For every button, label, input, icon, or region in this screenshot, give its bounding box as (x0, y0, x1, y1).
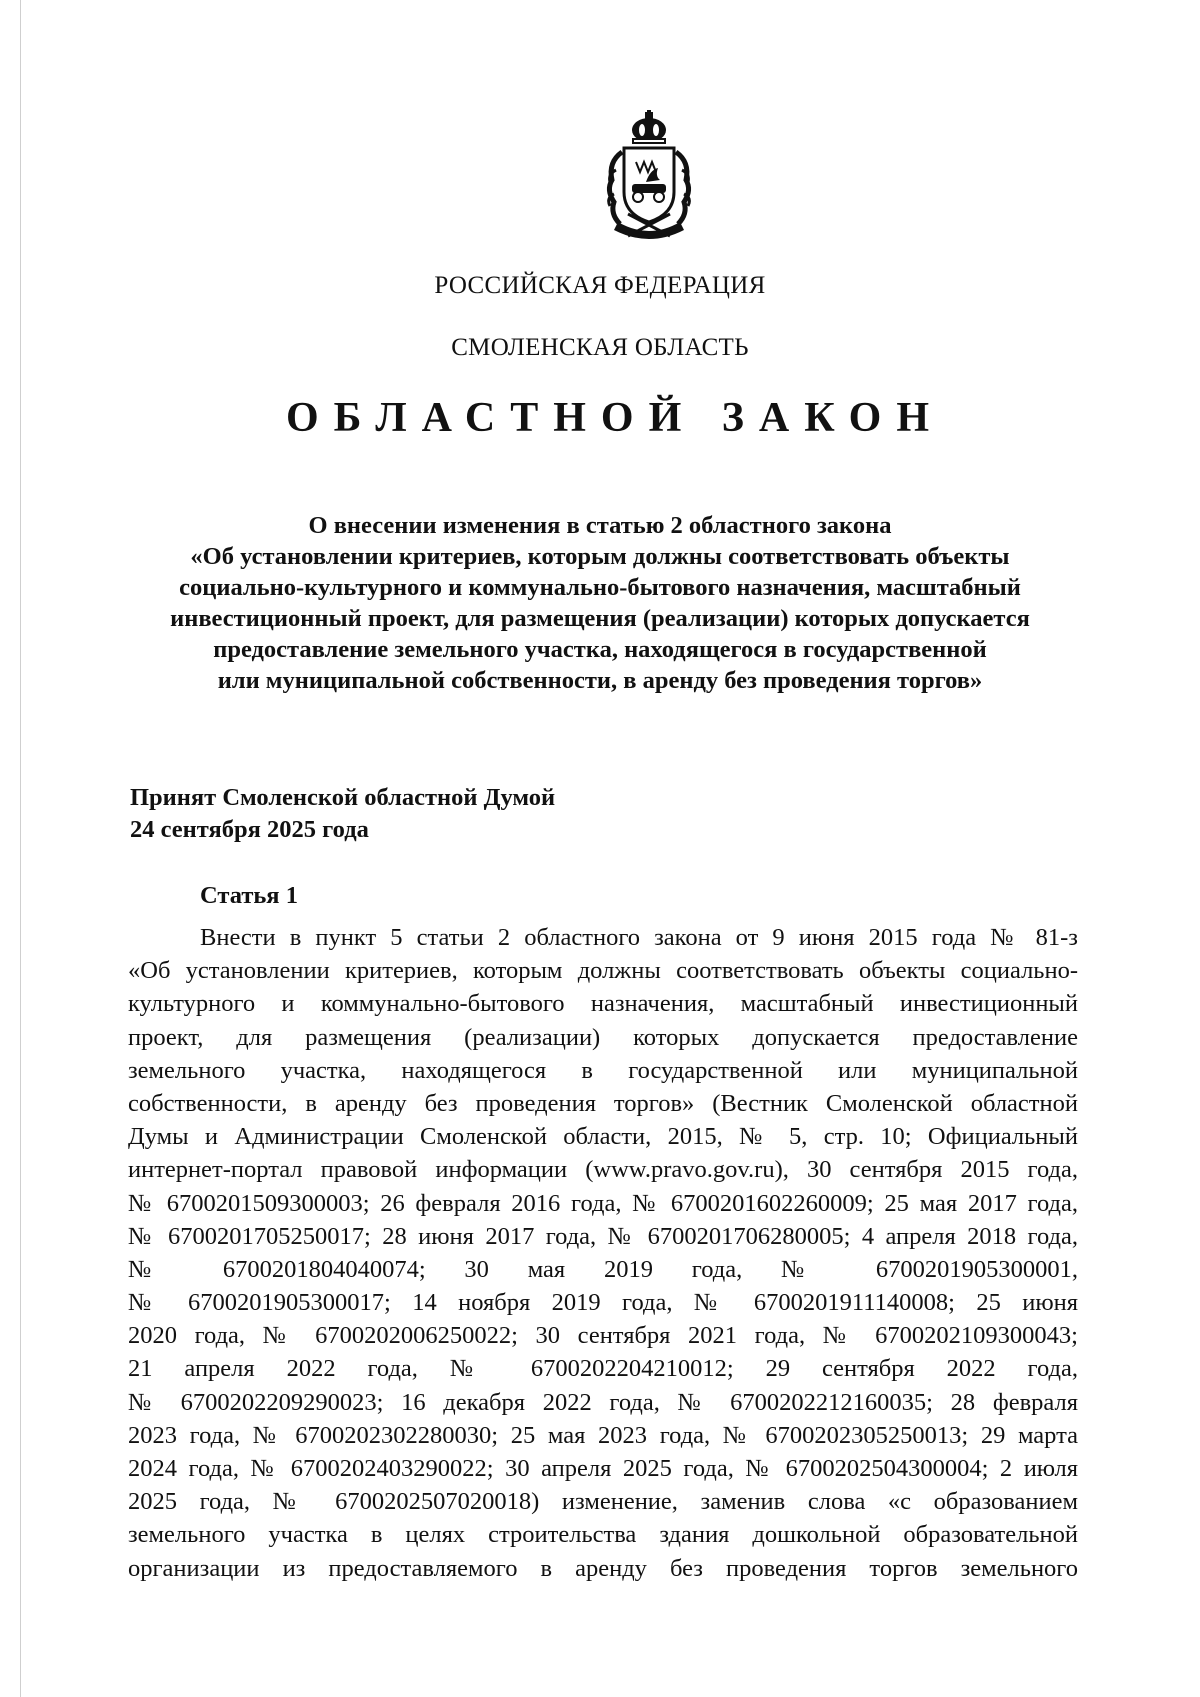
law-title-line: или муниципальной собственности, в аренду без проведения торгов» (217, 667, 983, 694)
article-text-line: Внести в пункт 5 статьи 2 областного закона от 9 июня 2015 года № 81-з (200, 924, 1078, 951)
law-title-line: О внесении изменения в статью 2 областного закона (308, 512, 892, 539)
article-text-line: земельного участка, находящегося в государственной или муниципальной (128, 1056, 1078, 1084)
article-text-line: № 6700201509300003; 26 февраля 2016 года, № 6700201602260009; 25 мая 2017 года, (128, 1189, 1078, 1217)
article-text-line: 2025 года, № 6700202507020018) изменение, заменив слова «с образованием (128, 1488, 1078, 1516)
article-text-line: организации из предоставляемого в аренду без проведения торгов земельного (128, 1554, 1078, 1582)
article-body (128, 921, 1078, 1585)
article-text-line: 21 апреля 2022 года, № 6700202204210012; 29 сентября 2022 года, (128, 1355, 1078, 1383)
article-heading: Статья 1 (200, 882, 298, 909)
adoption-note (130, 782, 555, 846)
article-text-line: «Об установлении критериев, которым должны соответствовать объекты социально- (128, 957, 1078, 985)
adoption-date: 24 сентября 2025 года (130, 816, 369, 843)
article-text-line: 2023 года, № 6700202302280030; 25 мая 2023 года, № 6700202305250013; 29 марта (128, 1421, 1078, 1449)
law-title-line: инвестиционный проект, для размещения (реализации) которых допускается (170, 605, 1030, 632)
article-text-line: № 6700201705250017; 28 июня 2017 года, № 6700201706280005; 4 апреля 2018 года, (128, 1222, 1078, 1250)
adoption-body: Принят Смоленской областной Думой (130, 784, 556, 811)
article-text-line: интернет-портал правовой информации (www.pravo.gov.ru), 30 сентября 2015 года, (128, 1156, 1078, 1184)
article-text-line: собственности, в аренду без проведения торгов» (Вестник Смоленской областной (128, 1089, 1078, 1117)
region-heading: СМОЛЕНСКАЯ ОБЛАСТЬ (451, 334, 749, 361)
article-text-line: 2024 года, № 6700202403290022; 30 апреля 2025 года, № 6700202504300004; 2 июля (128, 1455, 1078, 1482)
article-text-line: Думы и Администрации Смоленской области, 2015, № 5, стр. 10; Официальный (128, 1123, 1078, 1151)
scan-edge-line (20, 0, 21, 1697)
article-text-line: 2020 года, № 6700202006250022; 30 сентября 2021 года, № 6700202109300043; (128, 1322, 1078, 1350)
article-text-line: № 6700202209290023; 16 декабря 2022 года, № 6700202212160035; 28 февраля (128, 1388, 1078, 1416)
law-title-line: «Об установлении критериев, которым должны соответствовать объекты (190, 543, 1010, 570)
federation-heading: РОССИЙСКАЯ ФЕДЕРАЦИЯ (434, 272, 766, 299)
law-title-line: социально-культурного и коммунально-бытового назначения, масштабный (179, 574, 1021, 601)
law-title (100, 510, 1100, 696)
document-type-heading: ОБЛАСТНОЙ ЗАКОН (285, 395, 945, 441)
coat-of-arms-emblem (598, 110, 700, 244)
law-title-line: предоставление земельного участка, находящегося в государственной (213, 636, 987, 663)
article-text-line: земельного участка в целях строительства здания дошкольной образовательной (128, 1521, 1078, 1549)
article-text-line: проект, для размещения (реализации) которых допускается предоставление (128, 1023, 1078, 1051)
article-text-line: № 6700201804040074; 30 мая 2019 года, № 6700201905300001, (128, 1255, 1078, 1283)
article-text-line: культурного и коммунально-бытового назначения, масштабный инвестиционный (128, 990, 1078, 1018)
article-text-line: № 6700201905300017; 14 ноября 2019 года, № 6700201911140008; 25 июня (128, 1289, 1078, 1317)
